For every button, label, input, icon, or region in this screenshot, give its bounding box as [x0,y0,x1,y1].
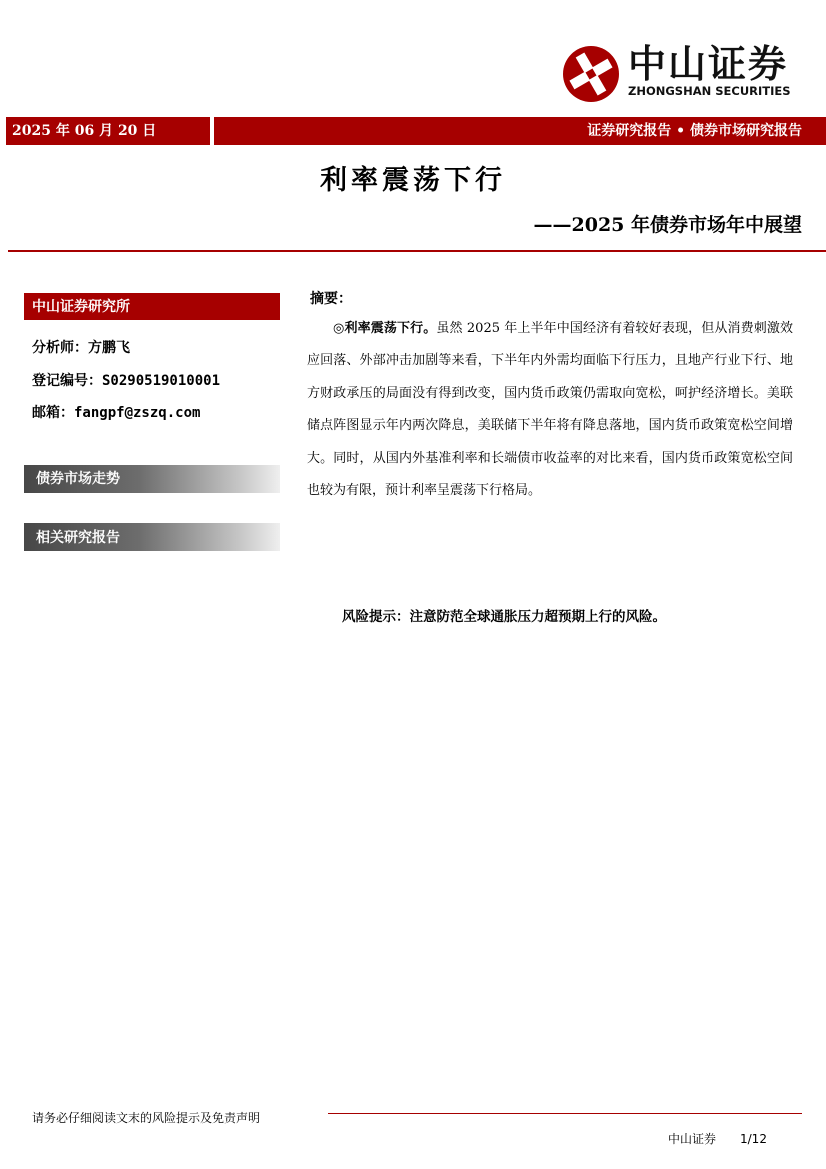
analyst-name: 方鹏飞 [88,340,130,356]
title-divider [8,250,826,252]
email-label: 邮箱： [32,405,74,421]
footer-divider [328,1113,802,1114]
registration-label: 登记编号： [32,373,102,389]
analyst-label: 分析师： [32,340,88,356]
footer-disclaimer: 请务必仔细阅读文末的风险提示及免责声明 [32,1111,261,1125]
abstract-body: 虽然 2025 年上半年中国经济有着较好表现，但从消费刺激效应回落、外部冲击加剧等来看，下半年内外需均面临下行压力，且地产行业下行、地方财政承压的局面没有得到改变，国内货币政策仍需取向宽松，呵护经济增长。美联储点阵图显示年内两次降息，美联储下半年将有降息落地，国内货币政策宽松空间增大。同时，从国内外基准利率和长端债市收益率的对比来看，国内货币政策宽松空间也较为有限，预计利率呈震荡下行格局。 [307,321,793,499]
report-subtitle: ——2025 年债券市场年中展望 [533,214,802,236]
report-category: 证券研究报告 • 债券市场研究报告 [587,123,802,139]
registration-number: S0290519010001 [102,373,221,389]
abstract-lead: ◎利率震荡下行。 [333,321,437,336]
footer-brand: 中山证券 [668,1132,717,1146]
registration-line [32,371,220,391]
page-number: 1/12 [740,1132,767,1146]
email-line [32,403,200,423]
section-market-trend-label: 债券市场走势 [36,471,120,487]
risk-warning: 风险提示：注意防范全球通胀压力超预期上行的风险。 [342,609,666,625]
institution-name: 中山证券研究所 [32,299,130,315]
email-address[interactable]: fangpf@zszq.com [74,405,201,421]
brand-name-cn: 中山证券 [628,42,789,86]
abstract-label: 摘要： [310,291,352,307]
brand-name-en: ZHONGSHAN SECURITIES [628,84,791,98]
zhongshan-logo-icon [561,44,621,104]
section-related-reports-label: 相关研究报告 [36,530,120,546]
report-title: 利率震荡下行 [320,165,506,196]
analyst-line [32,338,130,358]
report-date: 2025 年 06 月 20 日 [12,123,157,139]
abstract-paragraph [307,313,793,507]
